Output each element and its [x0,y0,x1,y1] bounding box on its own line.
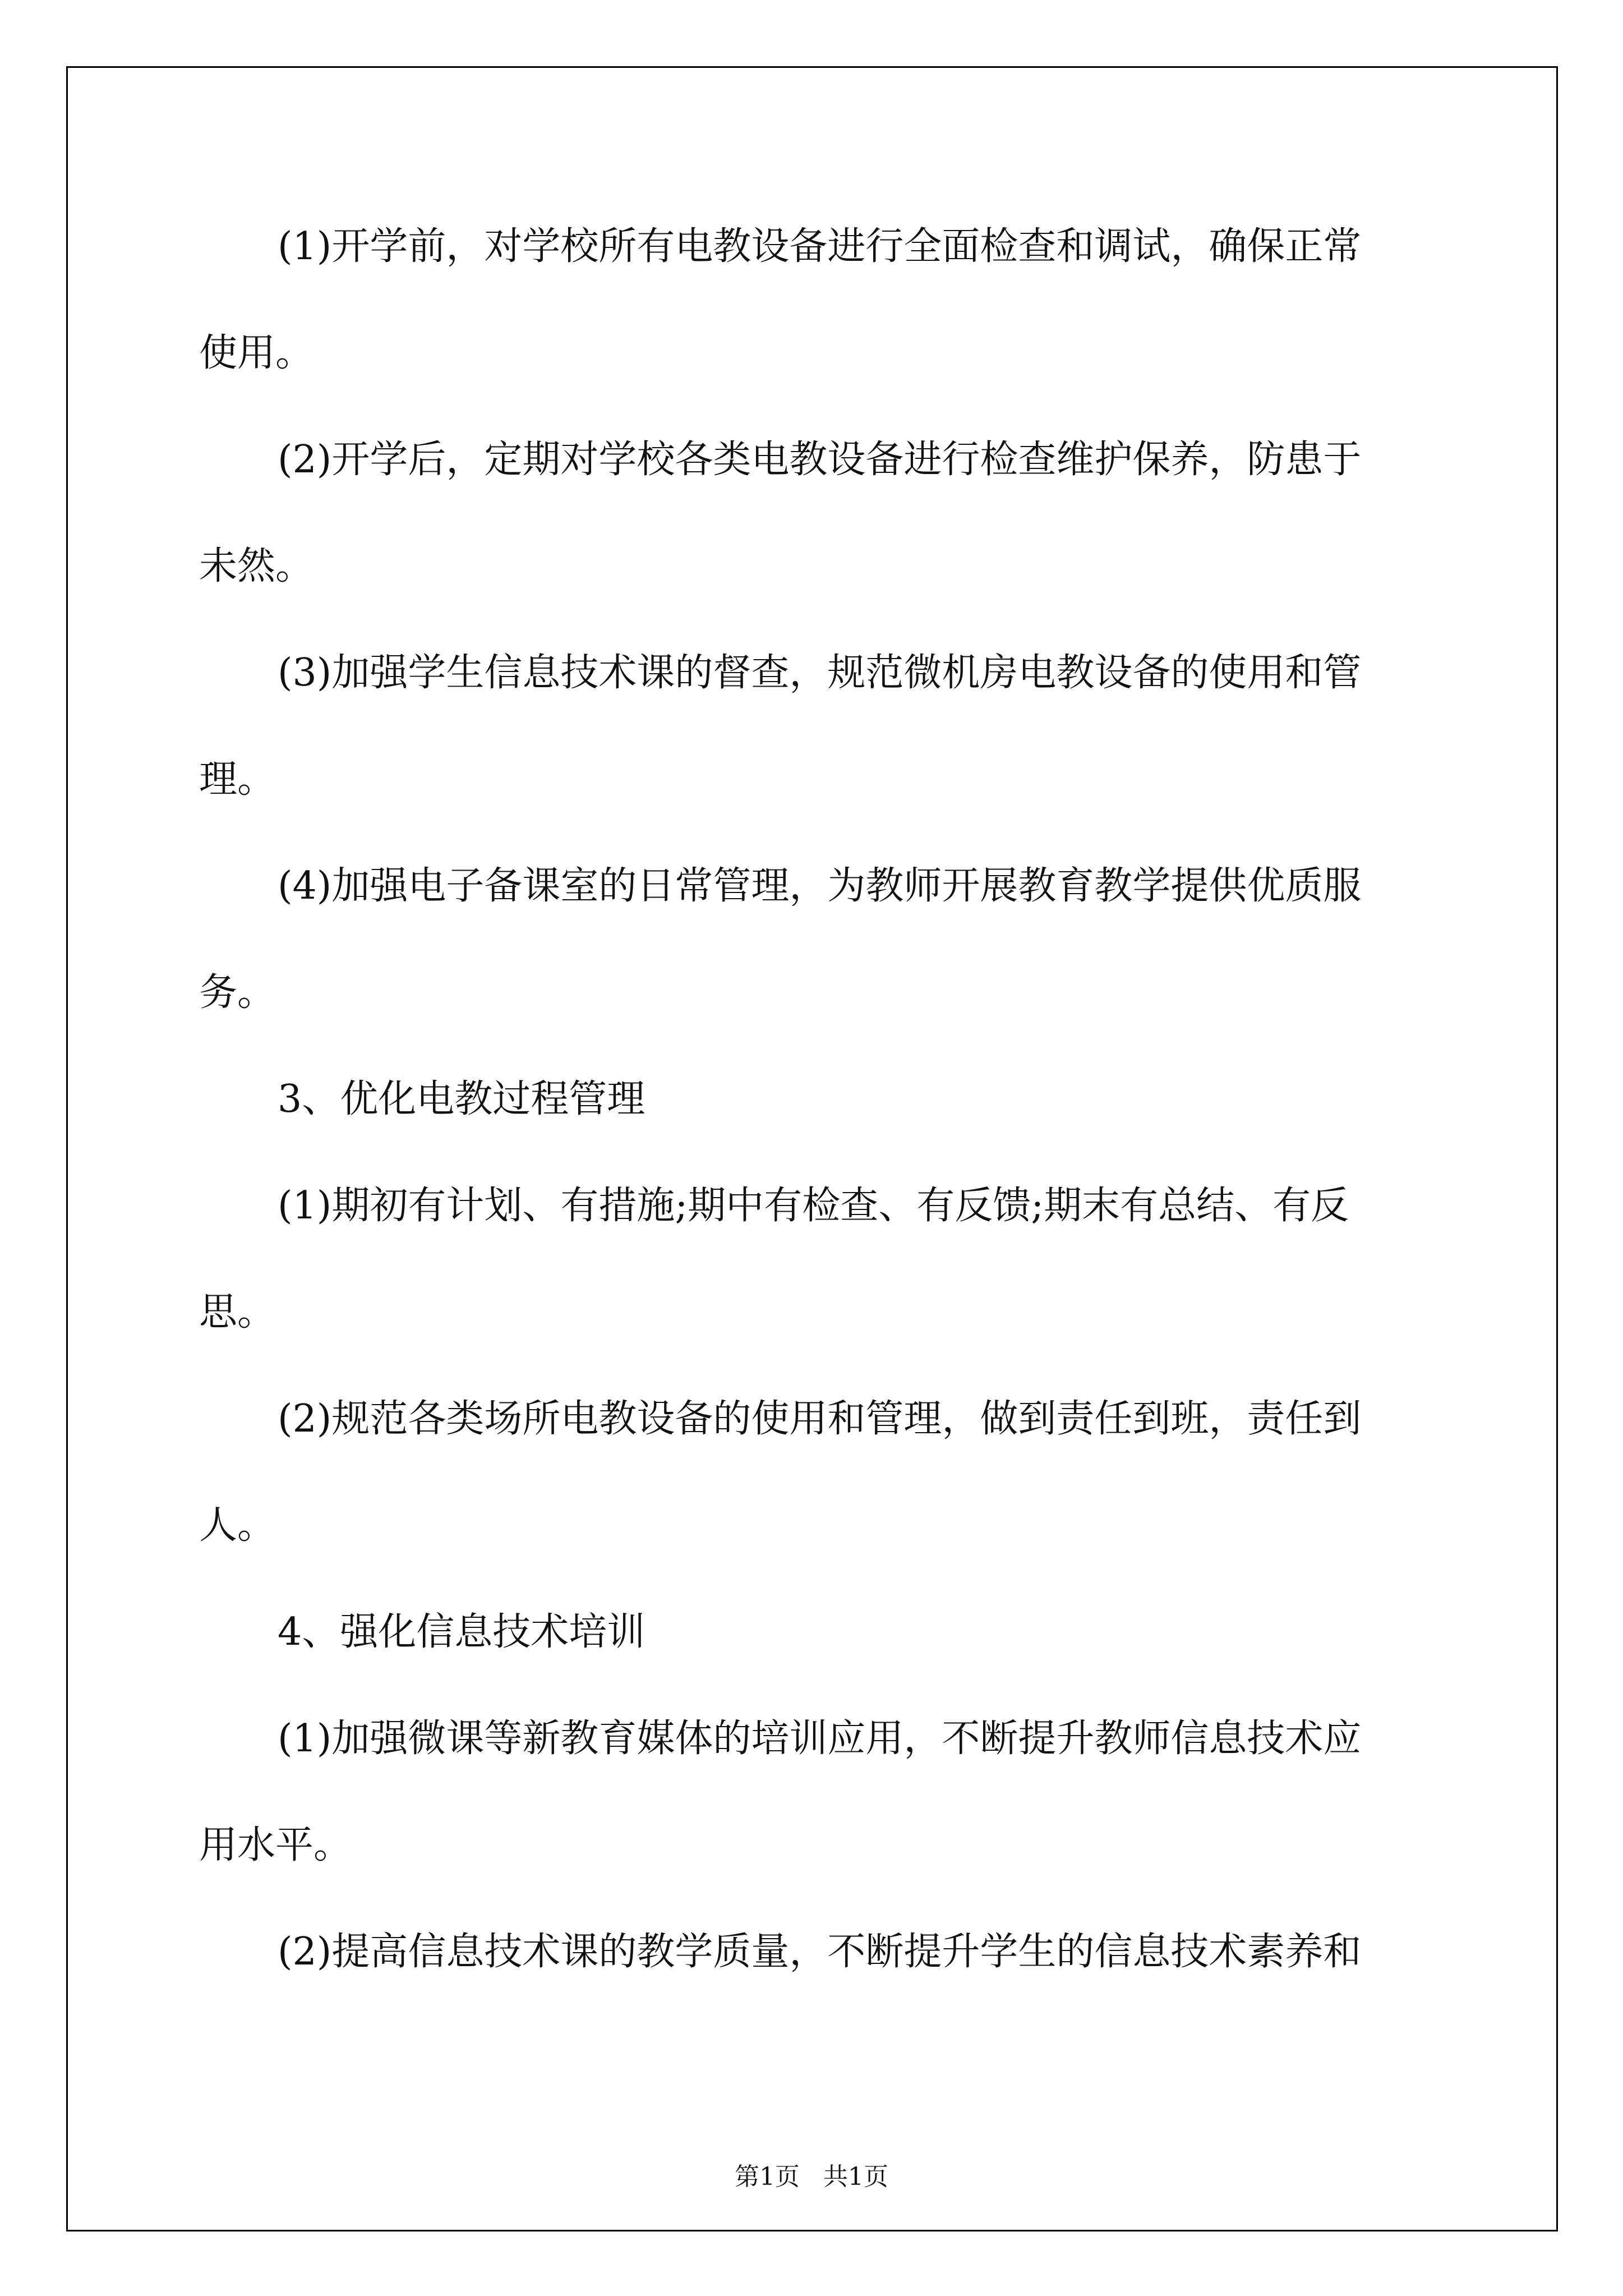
paragraph-line: 务。 [199,970,276,1015]
paragraph-line: (1)开学前，对学校所有电教设备进行全面检查和调试，确保正常 [278,224,1362,269]
paragraph-line: (1)加强微课等新教育媒体的培训应用，不断提升教师信息技术应 [278,1717,1362,1761]
paragraph-line: 未然。 [199,544,314,588]
paragraph-line: (4)加强电子备课室的日常管理，为教师开展教育教学提供优质服 [278,864,1362,908]
paragraph-line: 思。 [199,1290,276,1335]
page-number-current: 第1页 [735,2162,800,2191]
page-border [66,66,1558,2231]
paragraph-line: (2)提高信息技术课的教学质量，不断提升学生的信息技术素养和 [278,1930,1362,1974]
paragraph-line: 用水平。 [199,1823,352,1867]
paragraph-line: (2)开学后，定期对学校各类电教设备进行检查维护保养，防患于 [278,438,1362,482]
page-footer [0,2163,1623,2191]
paragraph-line: 理。 [199,757,276,802]
page-number-total: 共1页 [823,2162,888,2191]
paragraph-line: (2)规范各类场所电教设备的使用和管理，做到责任到班，责任到 [278,1397,1362,1441]
section-heading: 3、优化电教过程管理 [278,1077,645,1121]
paragraph-line: 人。 [199,1503,276,1548]
paragraph-line: 使用。 [199,331,314,375]
section-heading: 4、强化信息技术培训 [278,1610,645,1654]
paragraph-line: (3)加强学生信息技术课的督查，规范微机房电教设备的使用和管 [278,651,1362,695]
paragraph-line: (1)期初有计划、有措施;期中有检查、有反馈;期末有总结、有反 [278,1184,1349,1228]
